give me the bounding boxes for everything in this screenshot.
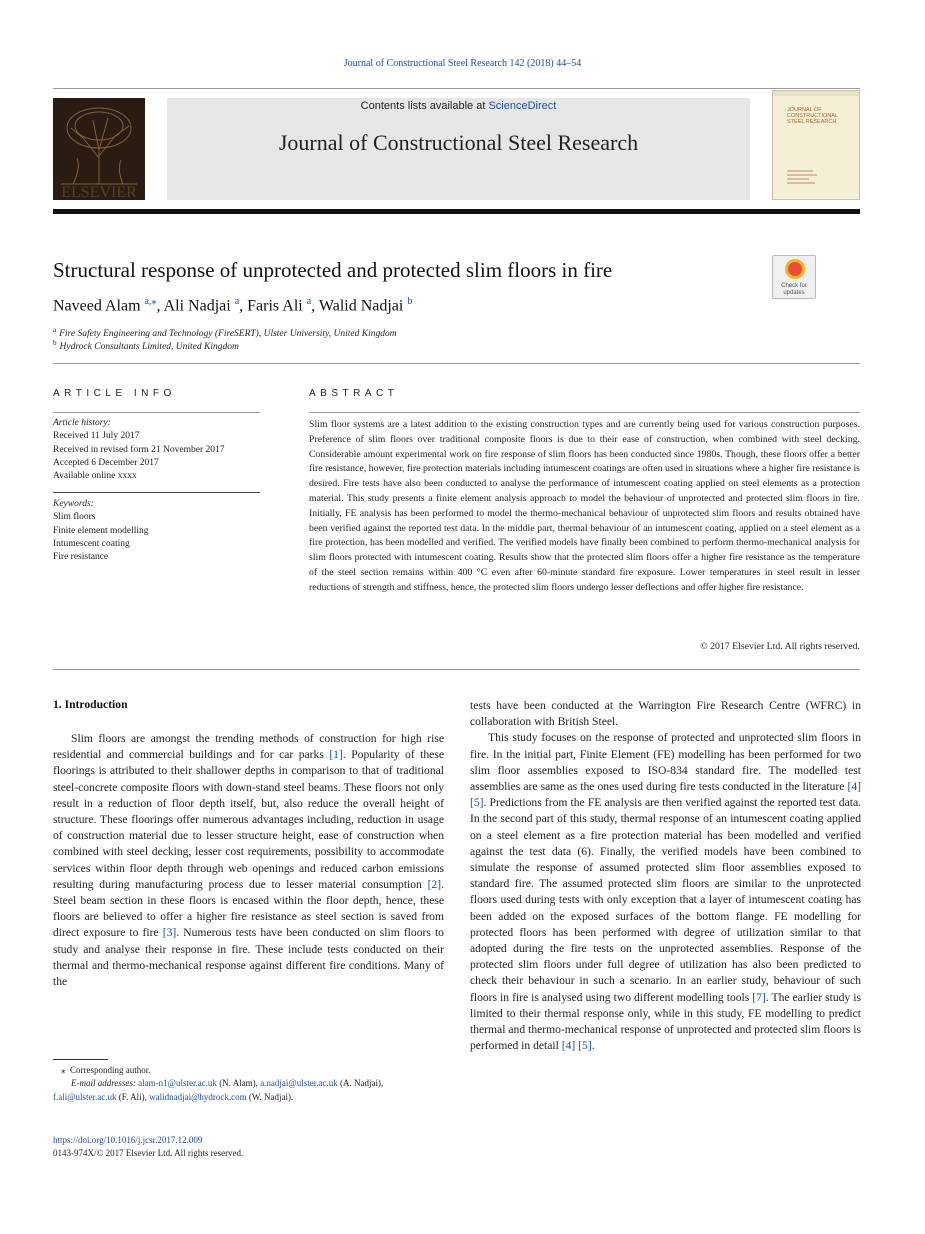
keywords-rule — [53, 492, 260, 493]
keywords-label: Keywords: — [53, 499, 94, 509]
abstract-heading: ABSTRACT — [309, 388, 399, 399]
abstract-text: Slim floor systems are a latest addition to the existing construction types and are currently being used for various construction purposes. Preference of slim floors over traditional composite floors is due to their ease of construction, when combined with steel decking. Considerable amount experimental work on fire response of slim floors has been conducted since 1980s. Though, these floors offer a better fire resistance, however, fire protection materials including intumescent coatings are often used in situations where a higher fire resistance is desired. Fire tests have also been conducted to analyse the performance of intumescent coating applied on steel elements as a protection material. This study presents a finite element analysis approach to model the behaviour of unprotected and protected slim floors in fire. Initially, FE analysis has been performed to model the thermo-mechanical behaviour of unprotected slim floors and results obtained have been verified against the reported test data. In the middle part, thermal behaviour of an intumescent coating, applied on a steel element as a fire protection, has been modelled and verified. The verified models have finally been combined to perform thermo-mechanical analysis for slim floors protected with intumescent coating. Results show that the protected slim floors offer a higher fire resistance as the temperature of the steel section remains within 400 °C even after 60-minute standard fire exposure. Lower temperatures in steel result in lesser reductions of strength and stiffness, hence, the protected slim floors undergo lesser deflections and offer higher fire resistance. — [309, 419, 860, 593]
paragraph-text: . The earlier study is limited to their thermal response only, while in this study, FE modelling to predict thermal and thermo-mechanical response of unprotected and protected slim floors is performed in detail — [470, 990, 862, 1053]
cover-text-lines — [787, 169, 827, 185]
header-top-rule — [53, 88, 860, 89]
footnote-line-3 — [53, 1091, 448, 1104]
body-column-right — [470, 698, 861, 1054]
email-link[interactable]: alam-n1@ulster.ac.uk — [138, 1078, 217, 1089]
elsevier-logo — [53, 98, 145, 200]
sciencedirect-link[interactable]: ScienceDirect — [488, 100, 557, 112]
doi-block — [53, 1134, 243, 1161]
email-label: E-mail addresses: — [71, 1078, 136, 1089]
author-affiliation-marker[interactable]: a — [234, 296, 240, 307]
affiliation-text: Fire Safety Engineering and Technology (FireSERT), Ulster University, United Kingdom — [59, 329, 397, 340]
article-history — [53, 417, 224, 483]
cover-title — [787, 107, 838, 125]
article-title: Structural response of unprotected and protected slim floors in fire — [53, 258, 613, 282]
email-owner: (W. Nadjai). — [246, 1091, 294, 1102]
author-affiliation-marker[interactable]: a,⁎ — [144, 296, 157, 307]
intro-paragraph-continued: tests have been conducted at the Warrington Fire Research Centre (WFRC) in collaboration with British Steel. — [470, 699, 861, 729]
corresponding-author-footnote — [53, 1064, 448, 1104]
affiliation-key: a — [53, 326, 57, 334]
citation-link[interactable]: [7] — [752, 990, 766, 1004]
paragraph-text: . Predictions from the FE analysis are then verified against the reported test data. In the second part of this study, thermal response of an intumescent coating applied on a steel element as a fire protection material has been modelled and verified against the test data (6). Finally, the verified models have been combined to simulate the response of assumed protected slim floor assemblies exposed to standard fire. The assumed protected slim floors are similar to the unprotected floors used during tests with only exception that a layer of intumescent coating has been added on the exposed surfaces of the bottom flange. FE modelling for protected floors has been performed with degree of utilization similar to that adopted during the fire tests on the unprotected assemblies. Response of the protected slim floors under full degree of utilization has also been predicted to check their behaviour in such a scenario. In an earlier study, behaviour of such floors in fire is analysed using two different modelling tools — [470, 796, 861, 1004]
keyword-item: Intumescent coating — [53, 538, 130, 549]
article-history-label: Article history: — [53, 418, 111, 428]
author-affiliation-marker[interactable]: a — [306, 296, 312, 307]
email-owner: (F. Ali), — [116, 1091, 150, 1102]
citation-link[interactable]: [3] — [162, 926, 177, 940]
paragraph-text: This study focuses on the response of protected and unprotected slim floors in fire. In the initial part, Finite Element (FE) modelling has been performed for two slim floor assemblies exposed to ISO-834 standard fire. The modelled test assemblies are same as the ones used during fire tests conducted in the literature — [470, 731, 861, 794]
abstract-copyright: © 2017 Elsevier Ltd. All rights reserved. — [700, 641, 860, 652]
affiliation-a — [53, 326, 397, 339]
paragraph-text: . — [591, 1039, 595, 1053]
paragraph-text: Slim floors are amongst the trending methods of construction for high rise residential and commercial buildings and for car parks — [53, 732, 444, 762]
cover-title-line-3: STEEL RESEARCH — [787, 119, 837, 125]
badge-text-line-1: Check for — [781, 283, 807, 289]
journal-banner — [167, 98, 750, 200]
body-column-left — [53, 731, 444, 990]
issn-copyright: 0143-974X/© 2017 Elsevier Ltd. All rights reserved. — [53, 1148, 244, 1159]
elsevier-wordmark: ELSEVIER — [61, 184, 137, 200]
cover-top-bar — [773, 91, 859, 96]
footnote-marker: ⁎ — [61, 1065, 66, 1075]
contents-prefix: Contents lists available at — [360, 100, 489, 112]
accepted-date: Accepted 6 December 2017 — [53, 457, 159, 468]
email-link[interactable]: f.ali@ulster.ac.uk — [53, 1091, 117, 1102]
cover-title-line-1: JOURNAL OF — [787, 107, 822, 113]
email-owner: (A. Nadjai), — [337, 1078, 384, 1089]
check-for-updates-button[interactable] — [772, 255, 816, 299]
author-list: Naveed Alam $^{a,⁎}$, Ali Nadjai $^a$, Faris Ali $^a$, Walid Nadjai $^b$ — [53, 296, 413, 315]
author-name[interactable]: Ali Nadjai — [163, 297, 231, 315]
elsevier-tree-icon — [53, 98, 145, 200]
author-name[interactable]: Faris Ali — [247, 297, 303, 315]
keyword-item: Finite element modelling — [53, 525, 149, 536]
keyword-item: Fire resistance — [53, 552, 109, 563]
intro-paragraph-2 — [470, 730, 861, 1054]
keywords-block — [53, 498, 149, 564]
crossmark-icon — [785, 259, 805, 279]
citation-link[interactable]: [1] — [329, 748, 343, 762]
paragraph-text: . Popularity of these floorings is attributed to their shallower depths in comparison to that of traditional steel-concrete composite floors with down-stand steel beams. These floors not only result in a reduction of floor depth itself, but, also reduce the overall height of structure. These floorings offer numerous advantages including, reduction in usage of construction material due to lesser structure height, ease of construction when combined with steel decking, lesser cost requirements, possibility to accommodate services within floor depth through web openings and reduced carbon emissions resulting during manufacturing process due to lesser material consumption — [53, 748, 444, 891]
email-link[interactable]: walidnadjai@hydrock.com — [149, 1091, 247, 1102]
email-owner: (N. Alam), — [216, 1078, 261, 1089]
footnote-corresponding: Corresponding author. — [70, 1065, 151, 1075]
journal-title: Journal of Constructional Steel Research — [278, 130, 639, 155]
paragraph-text: . Steel beam section in these floors is encased within the floor depth, hence, these floors are believed to offer a higher fire resistance as steel section is saved from direct exposure to fire — [53, 877, 444, 940]
abstract-bottom-rule — [53, 669, 860, 670]
footnote-line-1 — [53, 1064, 448, 1077]
citation-link[interactable]: [2] — [427, 877, 442, 891]
received-date: Received 11 July 2017 — [53, 431, 140, 442]
keyword-item: Slim floors — [53, 512, 96, 523]
email-link[interactable]: a.nadjai@ulster.ac.uk — [260, 1078, 338, 1089]
author-name[interactable]: Naveed Alam — [53, 297, 141, 315]
footnote-rule — [53, 1059, 108, 1060]
doi-link[interactable]: https://doi.org/10.1016/j.jcsr.2017.12.009 — [53, 1135, 203, 1145]
citation-link[interactable]: [4] [5] — [470, 780, 861, 810]
contents-line — [167, 100, 750, 112]
affiliation-b — [53, 339, 239, 352]
citation-link[interactable]: [4] [5] — [561, 1039, 592, 1053]
journal-cover-thumbnail[interactable] — [772, 90, 860, 200]
intro-paragraph-1 — [53, 731, 444, 990]
revised-date: Received in revised form 21 November 2017 — [53, 444, 225, 455]
article-info-rule — [53, 412, 260, 413]
footnote-line-2 — [53, 1077, 448, 1090]
abstract-rule — [309, 412, 860, 413]
author-name[interactable]: Walid Nadjai — [318, 297, 404, 315]
title-divider — [53, 363, 860, 364]
header-thick-rule — [53, 209, 860, 214]
check-for-updates-label — [773, 283, 815, 297]
affiliation-key: b — [53, 339, 57, 347]
online-date: Available online xxxx — [53, 471, 137, 482]
badge-text-line-2: updates — [783, 290, 805, 296]
paragraph-text: . Numerous tests have been conducted on slim floors to study and analyse their response in fire. These include tests conducted on their thermal and thermo-mechanical response against different fire conditions. Many of the — [53, 926, 444, 989]
cover-title-line-2: CONSTRUCTIONAL — [787, 113, 839, 119]
article-info-heading: ARTICLE INFO — [53, 388, 176, 399]
journal-reference-link[interactable]: Journal of Constructional Steel Research 142 (2018) 44–54 — [343, 58, 582, 69]
author-affiliation-marker[interactable]: b — [407, 296, 413, 307]
section-heading-introduction: 1. Introduction — [53, 698, 128, 711]
affiliation-text: Hydrock Consultants Limited, United Kingdom — [59, 342, 239, 353]
